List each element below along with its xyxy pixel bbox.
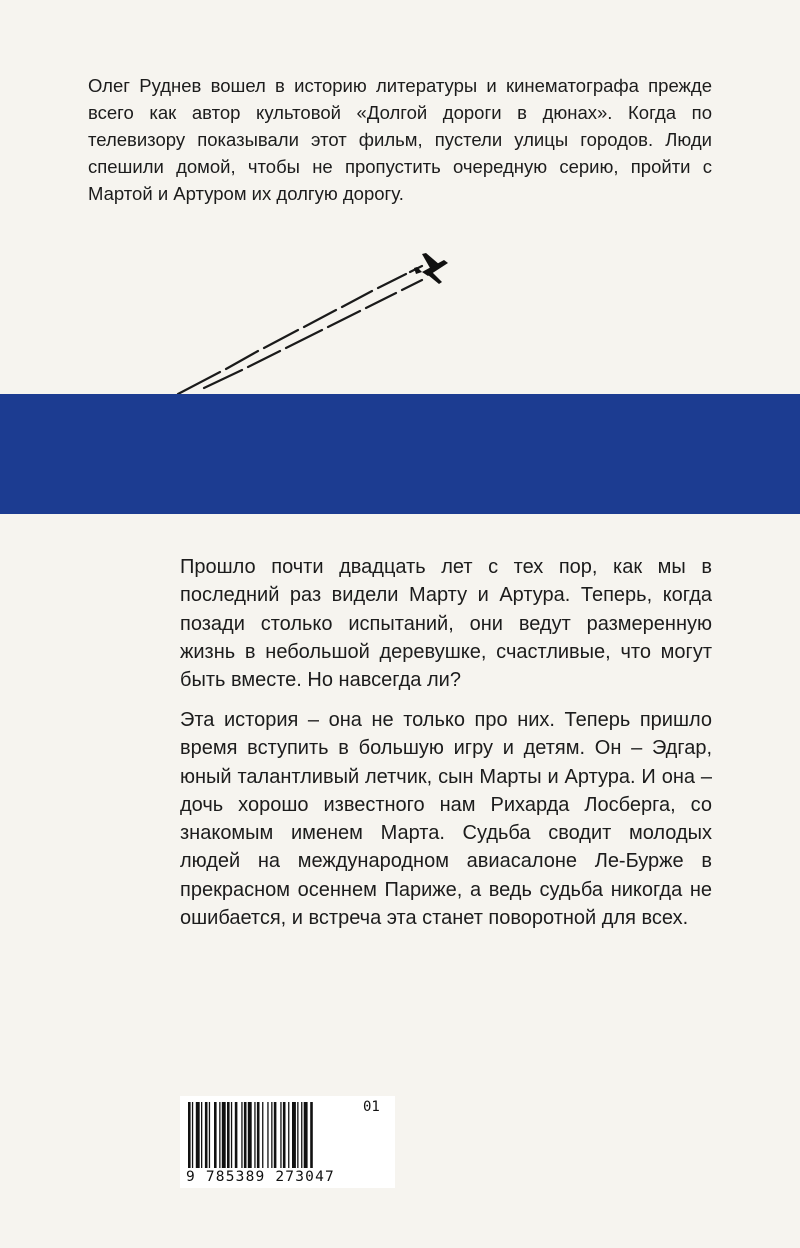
synopsis-paragraph-1: Прошло почти двадцать лет с тех пор, как мы в последний раз видели Марту и Артура. Теперь, когда позади столько испытаний, они ведут размеренную жизнь в небольшой деревушке, счастливые, что могут быть вместе. Но навсегда ли?	[180, 556, 712, 692]
barcode-bars	[188, 1102, 358, 1168]
barcode	[180, 1096, 395, 1188]
barcode-addon: 01	[363, 1099, 380, 1115]
airplane-contrail-icon	[160, 248, 460, 398]
synopsis-paragraph-2: Эта история – она не только про них. Теперь пришло время вступить в большую игру и детям. Он – Эдгар, юный талантливый летчик, сын Марты и Артура. И она – дочь хорошо известного нам Рихарда Лосберга, со знакомым именем Марта. Судьба сводит молодых людей на международном авиасалоне Ле-Бурже в прекрасном осеннем Париже, а ведь судьба никогда не ошибается, и встреча эта станет поворотной для всех.	[180, 709, 712, 930]
barcode-digits: 9 785389 273047	[186, 1169, 335, 1185]
intro-paragraph: Олег Руднев вошел в историю литературы и кинематографа прежде всего как автор культовой «Долгой дороги в дюнах». Когда по телевизору показывали этот фильм, пустели улицы городов. Люди спешили домой, чтобы не пропустить очередную серию, пройти с Мартой и Артуром их долгую дорогу.	[88, 75, 712, 204]
blue-band	[0, 394, 800, 514]
